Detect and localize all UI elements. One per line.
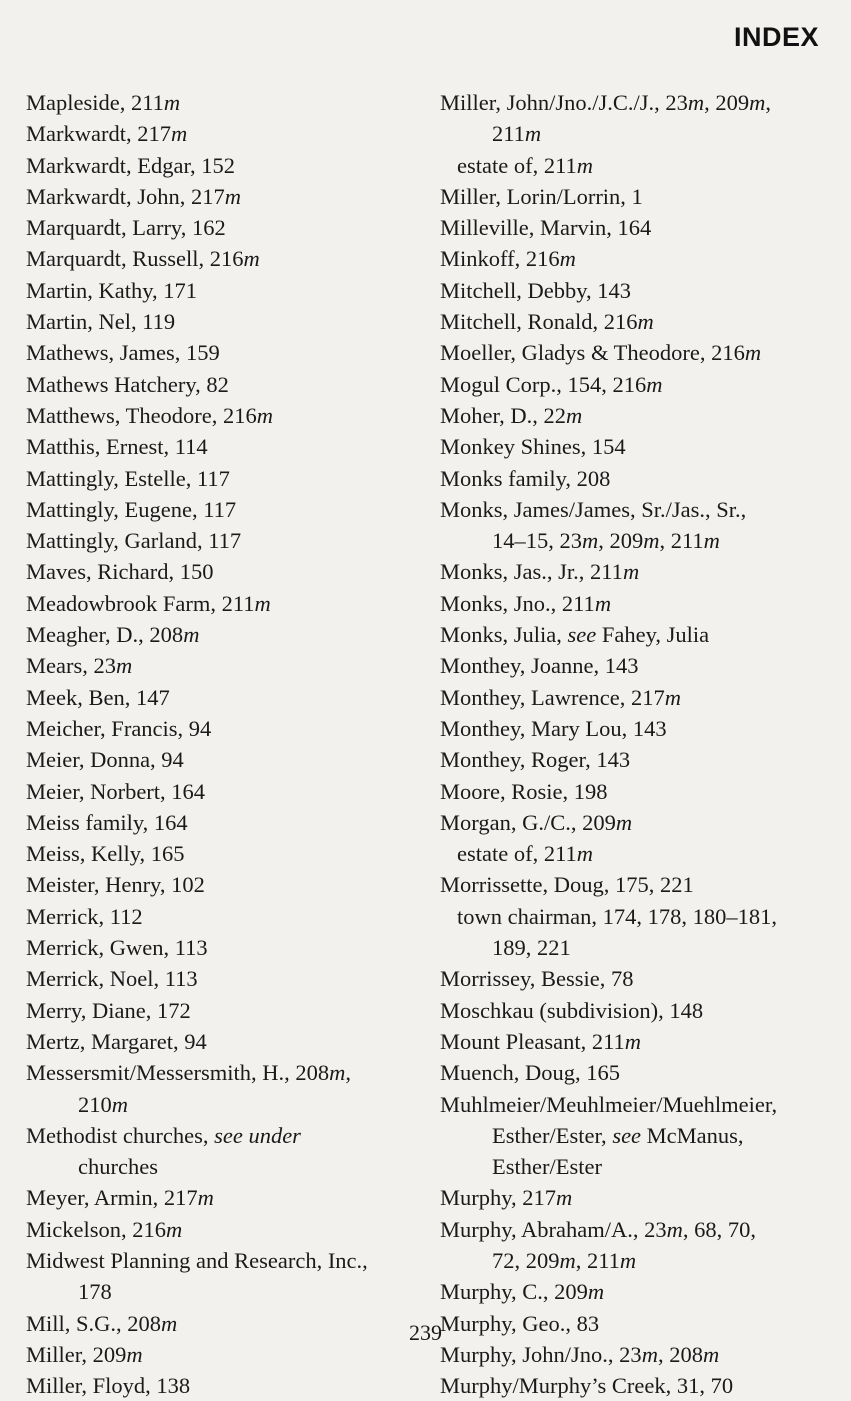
index-entry-continuation: 72, 209m, 211m	[492, 1247, 637, 1273]
index-entry: Mickelson, 216m	[26, 1216, 183, 1242]
index-entry: Monks family, 208	[440, 465, 611, 491]
index-entry: Murphy, 217m	[440, 1185, 573, 1211]
index-entry: Merrick, 112	[26, 903, 143, 929]
index-entry: Mitchell, Debby, 143	[440, 277, 632, 303]
index-entry-continuation: 189, 221	[492, 935, 571, 961]
index-entry: Marquardt, Larry, 162	[26, 215, 226, 241]
index-entry: Meicher, Francis, 94	[26, 715, 212, 741]
index-entry: Monks, Julia, see Fahey, Julia	[440, 622, 710, 648]
index-entry: Meagher, D., 208m	[26, 622, 200, 648]
index-entry: Mattingly, Estelle, 117	[26, 465, 230, 491]
index-entry: Maves, Richard, 150	[26, 559, 214, 585]
index-entry: Morrissey, Bessie, 78	[440, 966, 634, 992]
index-entry: Mount Pleasant, 211m	[440, 1028, 642, 1054]
index-entry-continuation: Esther/Ester	[492, 1154, 602, 1180]
index-entry-continuation: 210m	[78, 1091, 128, 1117]
index-entry: Monthey, Mary Lou, 143	[440, 715, 667, 741]
index-column-left	[26, 87, 421, 1401]
index-entry: Merry, Diane, 172	[26, 997, 191, 1023]
index-entry: Martin, Kathy, 171	[26, 277, 198, 303]
index-entry-continuation: 14–15, 23m, 209m, 211m	[492, 528, 720, 554]
index-entry: Meier, Norbert, 164	[26, 778, 206, 804]
index-entry: Monks, Jno., 211m	[440, 590, 612, 616]
index-entry: Mapleside, 211m	[26, 90, 181, 115]
index-entry: Meadowbrook Farm, 211m	[26, 590, 271, 616]
index-entry: Murphy, Abraham/A., 23m, 68, 70,	[440, 1216, 757, 1242]
index-entry: Marquardt, Russell, 216m	[26, 246, 260, 272]
index-entry: Monthey, Roger, 143	[440, 747, 631, 773]
index-entry: Monthey, Joanne, 143	[440, 653, 639, 679]
index-entry: Mathews Hatchery, 82	[26, 371, 229, 397]
index-entry: Mertz, Margaret, 94	[26, 1028, 207, 1054]
index-entry: Mogul Corp., 154, 216m	[440, 371, 663, 397]
index-entry: Mattingly, Garland, 117	[26, 528, 242, 554]
index-entry: Matthews, Theodore, 216m	[26, 402, 274, 428]
index-entry: Markwardt, Edgar, 152	[26, 152, 236, 178]
index-entry: Minkoff, 216m	[440, 246, 576, 272]
index-entry: Meier, Donna, 94	[26, 747, 184, 773]
running-head: INDEX	[733, 22, 819, 52]
index-entry: Mathews, James, 159	[26, 340, 220, 366]
index-entry: Mitchell, Ronald, 216m	[440, 309, 654, 335]
index-column-right	[440, 87, 835, 1401]
index-entry-continuation: 211m	[492, 121, 542, 147]
index-entry: Monks, James/James, Sr./Jas., Sr.,	[440, 496, 747, 522]
index-entry: Meister, Henry, 102	[26, 872, 205, 898]
index-subentry: estate of, 211m	[457, 841, 594, 867]
page-number: 239	[409, 1320, 442, 1345]
index-entry: Murphy, Geo., 83	[440, 1310, 600, 1336]
index-entry: Milleville, Marvin, 164	[440, 215, 652, 241]
index-entry: Merrick, Noel, 113	[26, 966, 198, 992]
index-entry: Miller, 209m	[26, 1341, 143, 1367]
index-entry: Moher, D., 22m	[440, 402, 583, 428]
index-entry: Martin, Nel, 119	[26, 309, 176, 335]
index-entry: Methodist churches, see under	[26, 1122, 301, 1148]
index-entry-continuation: Esther/Ester, see McManus,	[492, 1122, 744, 1148]
index-entry: Monthey, Lawrence, 217m	[440, 684, 681, 710]
index-entry: Messersmit/Messersmith, H., 208m,	[26, 1060, 351, 1086]
index-entry: Muhlmeier/Meuhlmeier/Muehlmeier,	[440, 1091, 778, 1117]
index-entry: Moschkau (subdivision), 148	[440, 997, 704, 1023]
index-entry: Murphy, John/Jno., 23m, 208m	[440, 1341, 720, 1367]
index-entry: Moore, Rosie, 198	[440, 778, 608, 804]
index-entry: Monkey Shines, 154	[440, 434, 626, 460]
index-entry: Markwardt, John, 217m	[26, 183, 241, 209]
index-subentry: estate of, 211m	[457, 152, 594, 178]
index-entry: Morrissette, Doug, 175, 221	[440, 872, 694, 898]
index-entry: Markwardt, 217m	[26, 121, 188, 147]
index-entry: Midwest Planning and Research, Inc.,	[26, 1247, 368, 1273]
index-entry: Mill, S.G., 208m	[26, 1310, 178, 1336]
index-entry: Meiss, Kelly, 165	[26, 841, 185, 867]
index-entry: Miller, John/Jno./J.C./J., 23m, 209m,	[440, 90, 771, 115]
index-entry: Moeller, Gladys & Theodore, 216m	[440, 340, 762, 366]
index-entry: Mattingly, Eugene, 117	[26, 496, 237, 522]
index-entry: Merrick, Gwen, 113	[26, 935, 208, 961]
index-entry: Miller, Floyd, 138	[26, 1373, 191, 1399]
index-entry-continuation: churches	[78, 1154, 158, 1180]
index-entry: Matthis, Ernest, 114	[26, 434, 208, 460]
index-entry: Murphy, C., 209m	[440, 1279, 605, 1305]
index-entry: Mears, 23m	[26, 653, 133, 679]
index-entry: Meiss family, 164	[26, 809, 188, 835]
index-entry: Murphy/Murphy’s Creek, 31, 70	[440, 1373, 734, 1399]
index-entry: Muench, Doug, 165	[440, 1060, 620, 1086]
index-entry: Morgan, G./C., 209m	[440, 809, 633, 835]
index-entry: Meek, Ben, 147	[26, 684, 170, 710]
index-entry-continuation: 178	[78, 1279, 112, 1305]
index-entry: Miller, Lorin/Lorrin, 1	[440, 183, 643, 209]
index-subentry: town chairman, 174, 178, 180–181,	[457, 903, 777, 929]
index-entry: Meyer, Armin, 217m	[26, 1185, 214, 1211]
index-entry: Monks, Jas., Jr., 211m	[440, 559, 640, 585]
